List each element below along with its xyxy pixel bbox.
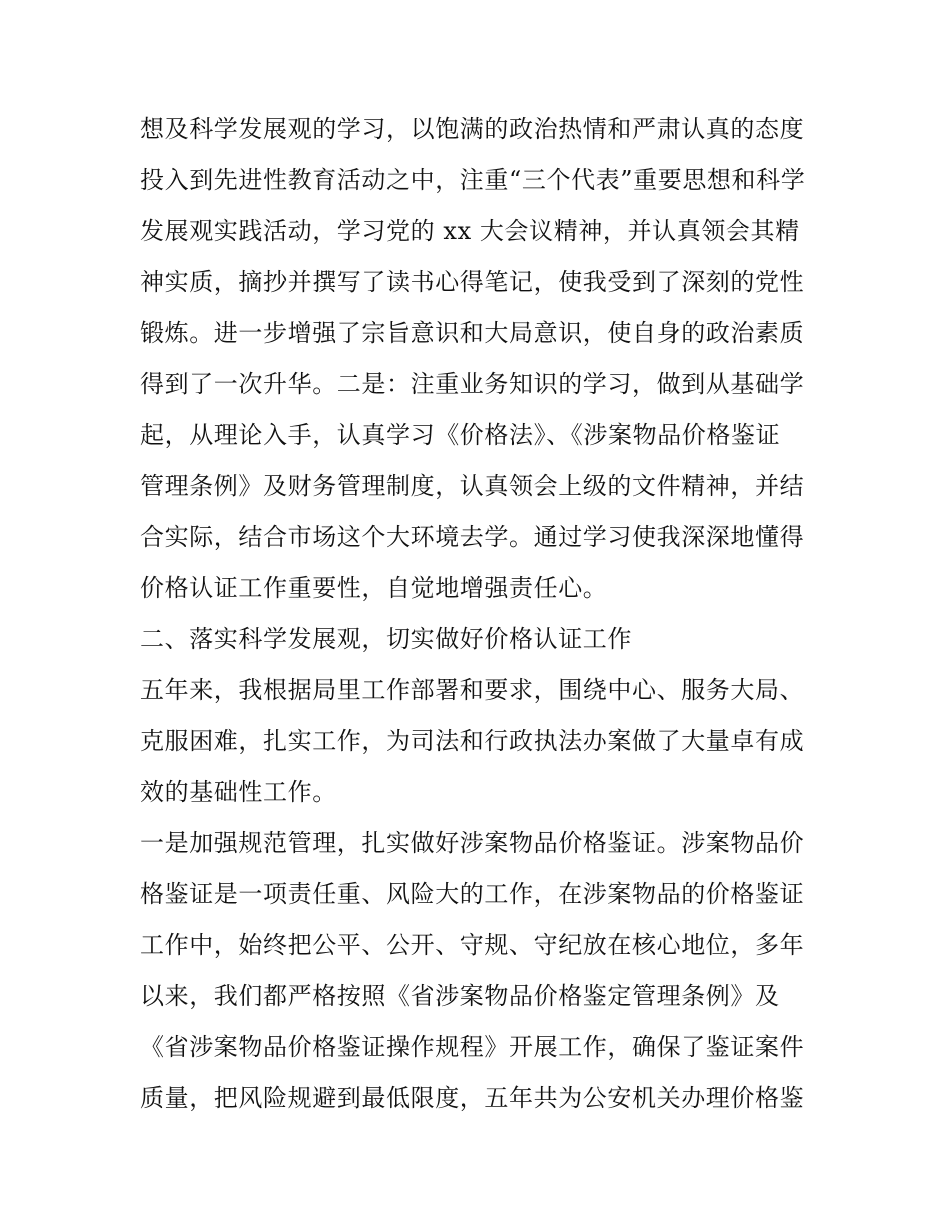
text-line: 质量，把风险规避到最低限度，五年共为公安机关办理价格鉴 <box>140 1084 805 1112</box>
text-line: 格鉴证是一项责任重、风险大的工作，在涉案物品的价格鉴证 <box>140 880 805 908</box>
section-heading: 二、落实科学发展观，切实做好价格认证工作 <box>140 625 632 653</box>
text-line: 锻炼。进一步增强了宗旨意识和大局意识，使自身的政治素质 <box>140 319 805 347</box>
text-line: 想及科学发展观的学习，以饱满的政治热情和严肃认真的态度 <box>140 115 805 143</box>
text-line: 价格认证工作重要性，自觉地增强责任心。 <box>140 574 608 602</box>
text-line: 合实际，结合市场这个大环境去学。通过学习使我深深地懂得 <box>140 523 805 551</box>
text-line: 效的基础性工作。 <box>140 778 337 806</box>
text-line: 以来，我们都严格按照《省涉案物品价格鉴定管理条例》及 <box>140 982 780 1010</box>
text-line: 起，从理论入手，认真学习《价格法》、《涉案物品价格鉴证 <box>140 421 781 449</box>
text-line: 《省涉案物品价格鉴证操作规程》开展工作，确保了鉴证案件 <box>140 1033 805 1061</box>
text-line: 发展观实践活动，学习党的 xx 大会议精神，并认真领会其精 <box>140 217 800 245</box>
text-line: 投入到先进性教育活动之中，注重“三个代表”重要思想和科学 <box>140 166 806 194</box>
text-line: 一是加强规范管理，扎实做好涉案物品价格鉴证。涉案物品价 <box>140 829 805 857</box>
text-line: 神实质，摘抄并撰写了读书心得笔记，使我受到了深刻的党性 <box>140 268 805 296</box>
text-line: 五年来，我根据局里工作部署和要求，围绕中心、服务大局、 <box>140 676 805 704</box>
text-line: 管理条例》及财务管理制度，认真领会上级的文件精神，并结 <box>140 472 805 500</box>
text-line: 得到了一次升华。二是：注重业务知识的学习，做到从基础学 <box>140 370 805 398</box>
body-text <box>140 104 820 1124</box>
text-line: 工作中，始终把公平、公开、守规、守纪放在核心地位，多年 <box>140 931 805 959</box>
text-line: 克服困难，扎实工作，为司法和行政执法办案做了大量卓有成 <box>140 727 805 755</box>
